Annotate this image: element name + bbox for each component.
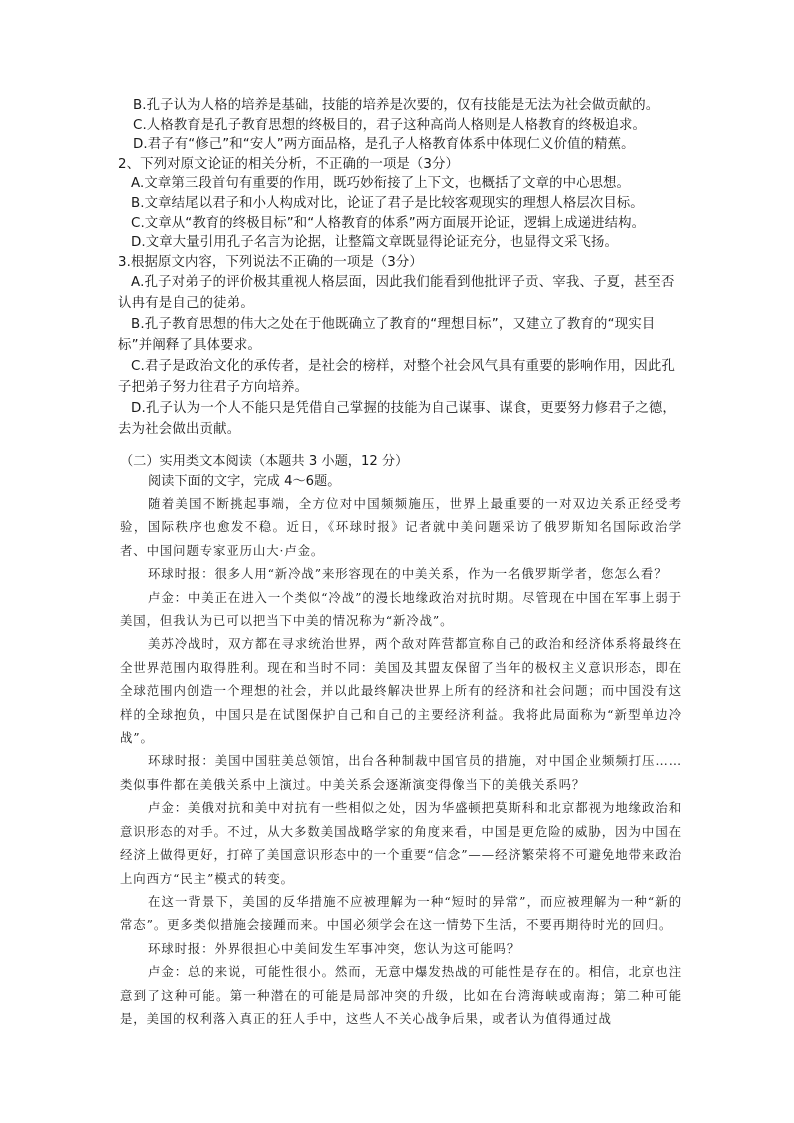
q3-option-d: D.孔子认为一个人不能只是凭借自己掌握的技能为自己谋事、谋食，更要努力修君子之德，去为社会做出贡献。 [118, 401, 676, 438]
q2-option-d: D.文章大量引用孔子名言为论据，让整篇文章既显得论证充分，也显得文采飞扬。 [131, 235, 618, 251]
q2-option-c: C.文章从“教育的终极目标”和“人格教育的体系”两方面展开论证，逻辑上成递进结构。 [131, 215, 646, 231]
article-paragraph: 环球时报：美国中国驻美总领馆，出台各种制裁中国官员的措施，对中国企业频频打压……类似事件都在美俄关系中上演过。中美关系会逐渐演变得像当下的美俄关系吗？ [120, 753, 682, 792]
q2-stem: 2、下列对原文论证的相关分析，不正确的一项是（3分） [118, 156, 460, 172]
article-paragraph: 随着美国不断挑起事端，全方位对中国频频施压，世界上最重要的一对双边关系正经受考验，国际秩序也愈发不稳。近日，《环球时报》记者就中美问题采访了俄罗斯知名国际政治学者、中国问题专家亚历山大·卢金。 [120, 496, 682, 558]
q3-option-c: C.君子是政治文化的承传者，是社会的榜样，对整个社会风气具有重要的影响作用，因此孔子把弟子努力往君子方向培养。 [118, 359, 676, 396]
article-paragraph: 环球时报：外界很担心中美间发生军事冲突，您认为这可能吗？ [148, 940, 521, 956]
article-paragraph: 卢金：美俄对抗和美中对抗有一些相似之处，因为华盛顿把莫斯科和北京都视为地缘政治和意识形态的对手。不过，从大多数美国战略学家的角度来看，中国是更危险的威胁，因为中国在经济上做得更好，打碎了美国意识形态中的一个重要“信念”——经济繁荣将不可避免地带来政治上向西方“民主”模式的转变。 [120, 800, 682, 886]
q3-stem: 3.根据原文内容，下列说法不正确的一项是（3分） [118, 254, 423, 270]
q1-option-d: D.君子有“修己”和“安人”两方面品格，是孔子人格教育体系中体现仁义价值的精蕉。 [133, 137, 635, 153]
q2-option-a: A.文章第三段首句有重要的作用，既巧妙衔接了上下文，也概括了文章的中心思想。 [131, 176, 631, 192]
q3-option-a: A.孔子对弟子的评价极其重视人格层面，因此我们能看到他批评子贡、宰我、子夏，甚至否认冉有是自己的徒弟。 [118, 275, 675, 312]
q2-option-b: B.文章结尾以君子和小人构成对比，论证了君子是比较客观现实的理想人格层次目标。 [131, 195, 644, 211]
q3-option-b: B.孔子教育思想的伟大之处在于他既确立了教育的“理想目标”，又建立了教育的“现实目标”并阐释了具体要求。 [118, 317, 656, 354]
article-paragraph: 美苏冷战时，双方都在寻求统治世界，两个敌对阵营都宣称自己的政治和经济体系将最终在全世界范围内取得胜利。现在和当时不同：美国及其盟友保留了当年的极权主义意识形态，即在全球范围内创造一个理想的社会，并以此最终解决世界上所有的经济和社会问题；而中国没有这样的全球抱负，中国只是在试图保护自己和自己的主要经济利益。我将此局面称为“新型单边冷战”。 [120, 636, 682, 746]
q1-option-c: C.人格教育是孔子教育思想的终极目的，君子这种高尚人格则是人格教育的终极追求。 [133, 117, 646, 133]
practical-text-section [120, 452, 682, 1030]
section-instruction: 阅读下面的文字，完成 4～6题。 [148, 474, 341, 489]
article-paragraph: 卢金：总的来说，可能性很小。然而，无意中爆发热战的可能性是存在的。相信，北京也注意到了这种可能。第一种潜在的可能是局部冲突的升级，比如在台湾海峡或南海；第二种可能是，美国的权利落入真正的狂人手中，这些人不关心战争后果，或者认为值得通过战 [120, 964, 682, 1026]
article-paragraph: 卢金：中美正在进入一个类似“冷战”的漫长地缘政治对抗时期。尽管现在中国在军事上弱于美国，但我认为已可以把当下中美的情况称为“新冷战”。 [120, 589, 682, 629]
section-heading: （二）实用类文本阅读（本题共 3 小题，12 分） [120, 454, 409, 469]
question-block [118, 96, 684, 440]
article-paragraph: 环球时报：很多人用“新冷战”来形容现在的中美关系，作为一名俄罗斯学者，您怎么看？ [148, 566, 668, 582]
q1-option-b: B.孔子认为人格的培养是基础，技能的培养是次要的，仅有技能是无法为社会做贡献的。 [133, 98, 660, 113]
article-paragraph: 在这一背景下，美国的反华措施不应被理解为一种“短时的异常”，而应被理解为一种“新的常态”。更多类似措施会接踵而来。中国必须学会在这一情势下生活，不要再期待时光的回归。 [120, 893, 682, 933]
